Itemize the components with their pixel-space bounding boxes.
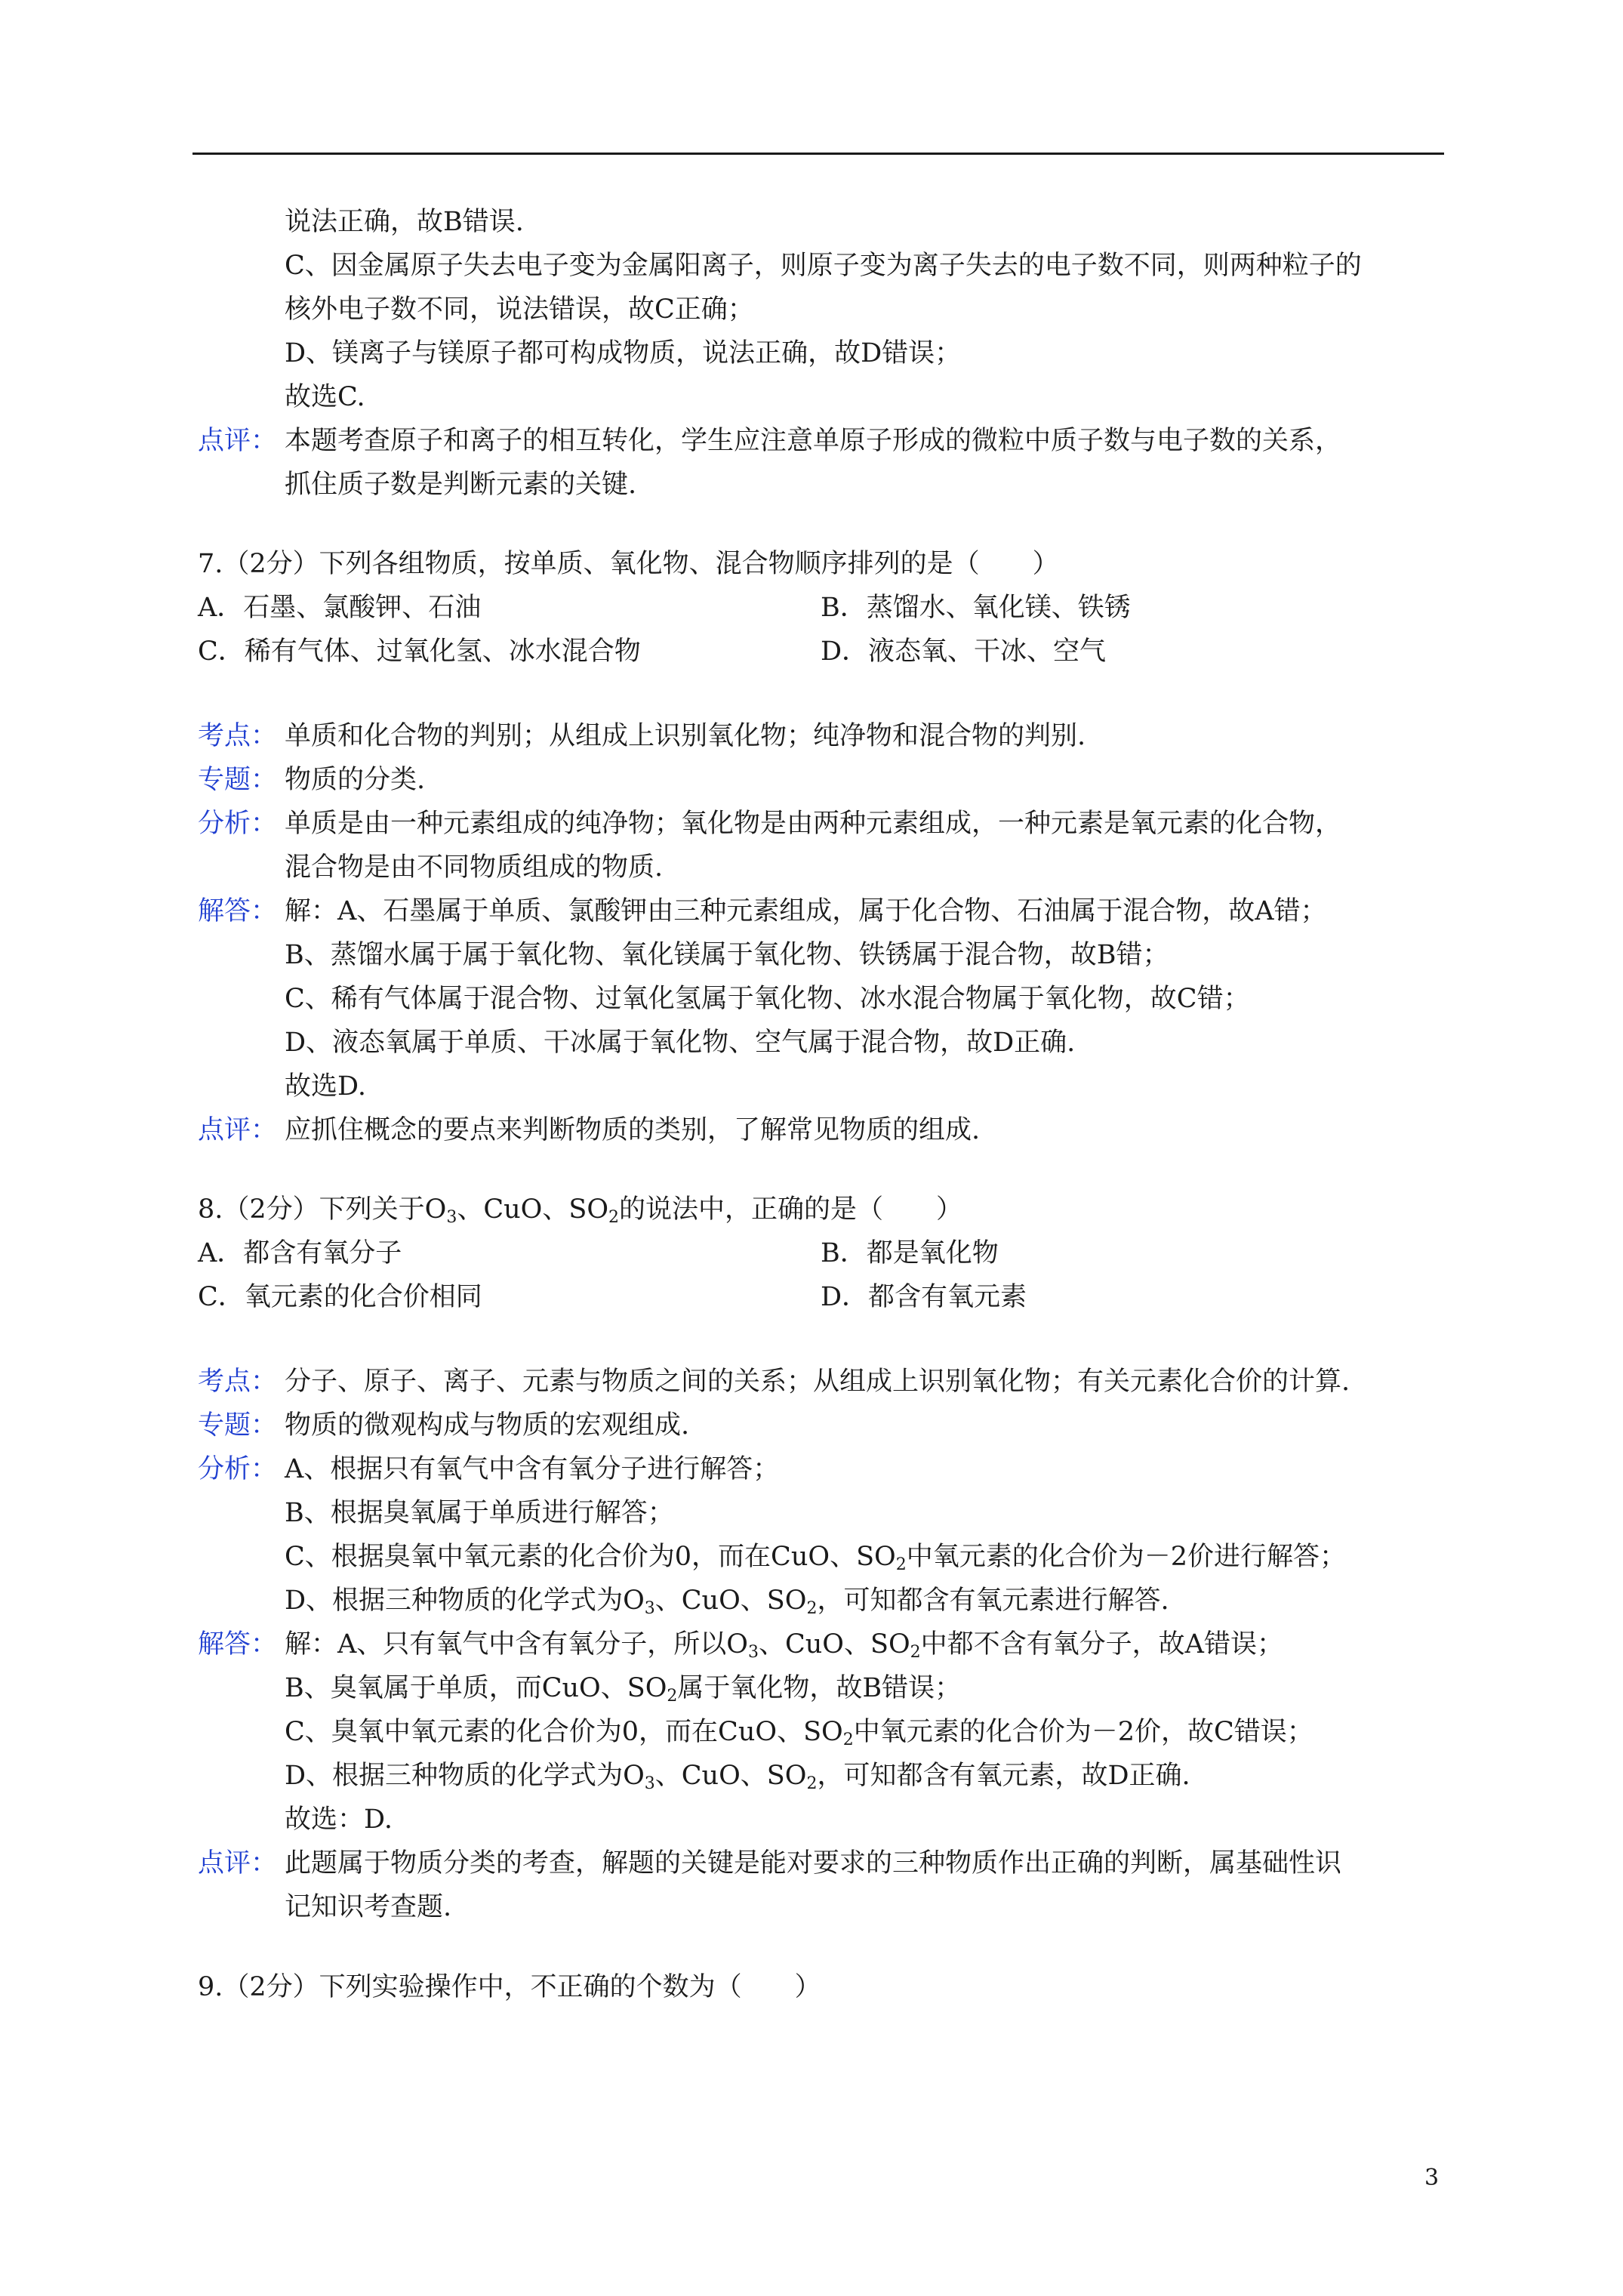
q8-dianping-label: 点评： <box>198 1848 278 1878</box>
q7-zhuanti-text: 物质的分类. <box>285 765 426 795</box>
q7-jieda-text: C、稀有气体属于混合物、过氧化氢属于氧化物、冰水混合物属于氧化物，故C错； <box>285 984 1250 1014</box>
q7-dianping-text: 应抓住概念的要点来判断物质的类别，了解常见物质的组成. <box>285 1115 981 1145</box>
q8-zhuanti-label: 专题： <box>198 1410 278 1441</box>
q7-fenxi-label: 分析： <box>198 809 278 839</box>
q7-option-c: C．稀有气体、过氧化氢、冰水混合物 <box>198 636 641 667</box>
q6-comment-text: 抓住质子数是判断元素的关键. <box>285 470 637 500</box>
q6-text-line: 核外电子数不同，说法错误，故C正确； <box>285 294 754 325</box>
q8-kaodian-label: 考点： <box>198 1367 278 1397</box>
q7-jieda-text: B、蒸馏水属于属于氧化物、氧化镁属于氧化物、铁锈属于混合物，故B错； <box>285 940 1169 970</box>
q7-dianping-label: 点评： <box>198 1115 278 1145</box>
q6-comment-text: 本题考查原子和离子的相互转化，学生应注意单原子形成的微粒中质子数与电子数的关系， <box>285 426 1342 456</box>
q8-jieda-label: 解答： <box>198 1629 278 1660</box>
q8-fenxi-text: C、根据臭氧中氧元素的化合价为0，而在CuO、$SO_2$中氧元素的化合价为－2价进行解答； <box>285 1542 1347 1574</box>
q6-text-line: 说法正确，故B错误. <box>285 207 524 237</box>
q8-fenxi-text: B、根据臭氧属于单质进行解答； <box>285 1498 674 1528</box>
q6-text-line: 故选C. <box>285 382 365 412</box>
q6-text-line: D、镁离子与镁原子都可构成物质，说法正确，故D错误； <box>285 338 962 368</box>
q8-option-a: A．都含有氧分子 <box>198 1238 402 1268</box>
q8-jieda-text: D、根据三种物质的化学式为$O_3$、CuO、$SO_2$，可知都含有氧元素，故D正确. <box>285 1761 1190 1793</box>
q9-stem: 9.（2分）下列实验操作中，不正确的个数为（ ） <box>198 1972 821 2002</box>
q7-option-b: B．蒸馏水、氧化镁、铁锈 <box>821 593 1131 623</box>
q7-option-d: D．液态氧、干冰、空气 <box>821 636 1107 667</box>
q7-fenxi-text: 混合物是由不同物质组成的物质. <box>285 852 664 883</box>
q8-option-b: B．都是氧化物 <box>821 1238 999 1268</box>
q7-zhuanti-label: 专题： <box>198 765 278 795</box>
q8-fenxi-text: A、根据只有氧气中含有氧分子进行解答； <box>285 1454 780 1484</box>
header-rule <box>192 153 1444 155</box>
q8-kaodian-text: 分子、原子、离子、元素与物质之间的关系；从组成上识别氧化物；有关元素化合价的计算. <box>285 1367 1350 1397</box>
q7-option-a: A．石墨、氯酸钾、石油 <box>198 593 482 623</box>
q8-jieda-text: B、臭氧属于单质，而CuO、$SO_2$属于氧化物，故B错误； <box>285 1673 962 1706</box>
q6-comment-label: 点评： <box>198 426 278 456</box>
q7-stem: 7.（2分）下列各组物质，按单质、氧化物、混合物顺序排列的是（ ） <box>198 549 1059 579</box>
q7-jieda-label: 解答： <box>198 896 278 926</box>
q7-fenxi-text: 单质是由一种元素组成的纯净物；氧化物是由两种元素组成，一种元素是氧元素的化合物， <box>285 809 1342 839</box>
q7-jieda-text: D、液态氧属于单质、干冰属于氧化物、空气属于混合物，故D正确. <box>285 1028 1076 1058</box>
q8-dianping-text: 此题属于物质分类的考查，解题的关键是能对要求的三种物质作出正确的判断，属基础性识 <box>285 1848 1342 1878</box>
q8-jieda-text: 解：A、只有氧气中含有氧分子，所以$O_3$、CuO、$SO_2$中都不含有氧分子，故A错误； <box>285 1629 1283 1662</box>
q8-fenxi-text: D、根据三种物质的化学式为$O_3$、CuO、$SO_2$，可知都含有氧元素进行解答. <box>285 1586 1169 1618</box>
page-number: 3 <box>1424 2165 1440 2191</box>
q7-jieda-text: 解：A、石墨属于单质、氯酸钾由三种元素组成，属于化合物、石油属于混合物，故A错； <box>285 896 1327 926</box>
q8-stem: 8.（2分）下列关于$O_3$、CuO、$SO_2$的说法中，正确的是（ ） <box>198 1194 963 1227</box>
q8-option-c: C．氧元素的化合价相同 <box>198 1282 482 1312</box>
q7-kaodian-label: 考点： <box>198 721 278 751</box>
q7-kaodian-text: 单质和化合物的判别；从组成上识别氧化物；纯净物和混合物的判别. <box>285 721 1086 751</box>
q6-text-line: C、因金属原子失去电子变为金属阳离子，则原子变为离子失去的电子数不同，则两种粒子的 <box>285 251 1362 281</box>
q7-jieda-text: 故选D. <box>285 1071 366 1102</box>
q8-option-d: D．都含有氧元素 <box>821 1282 1027 1312</box>
q8-dianping-text: 记知识考查题. <box>285 1892 452 1922</box>
q8-jieda-text: C、臭氧中氧元素的化合价为0，而在CuO、$SO_2$中氧元素的化合价为－2价，故C错误； <box>285 1717 1313 1749</box>
q8-jieda-text: 故选：D. <box>285 1804 393 1835</box>
q8-zhuanti-text: 物质的微观构成与物质的宏观组成. <box>285 1410 690 1441</box>
q8-fenxi-label: 分析： <box>198 1454 278 1484</box>
